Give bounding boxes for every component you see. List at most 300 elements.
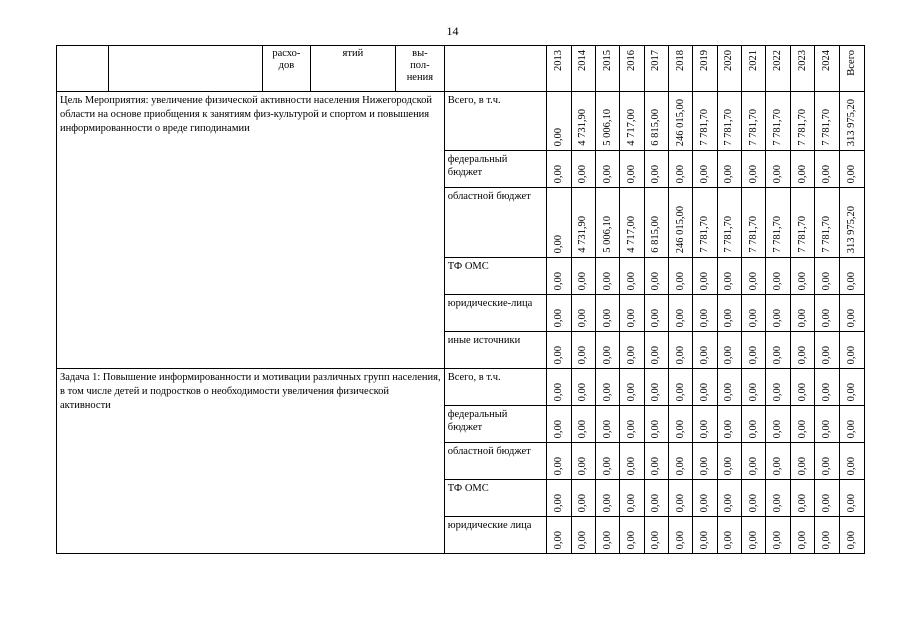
value-text: 0,00 <box>796 493 808 512</box>
value-cell <box>571 258 595 295</box>
value-cell <box>839 480 864 517</box>
value-text: 0,00 <box>747 530 759 549</box>
value-cell <box>742 92 766 151</box>
value-text: 6 815,00 <box>650 109 662 146</box>
value-text: 0,00 <box>796 271 808 290</box>
value-text: 4 731,90 <box>577 216 589 253</box>
value-cell <box>571 480 595 517</box>
value-cell <box>547 92 571 151</box>
value-cell <box>693 92 717 151</box>
value-text: 0,00 <box>601 308 613 327</box>
value-text: 0,00 <box>552 234 564 253</box>
value-cell <box>766 517 790 554</box>
value-cell <box>644 517 668 554</box>
value-cell <box>742 480 766 517</box>
value-text: 0,00 <box>552 127 564 146</box>
value-text: 0,00 <box>845 271 857 290</box>
value-cell <box>839 517 864 554</box>
value-text: 0,00 <box>577 419 589 438</box>
year-header-2024: 2024 <box>815 46 839 92</box>
value-cell <box>669 151 693 188</box>
value-text: 0,00 <box>552 271 564 290</box>
value-text: 0,00 <box>626 419 637 438</box>
funding-source: Всего, в т.ч. <box>444 369 547 406</box>
value-text: 0,00 <box>772 530 784 549</box>
value-text: 7 781,70 <box>699 109 711 146</box>
value-text: 0,00 <box>674 345 686 364</box>
value-text: 0,00 <box>650 345 662 364</box>
value-text: 0,00 <box>747 456 759 475</box>
value-text: 0,00 <box>699 456 711 475</box>
value-text: 0,00 <box>601 419 613 438</box>
value-text: 0,00 <box>796 456 808 475</box>
value-text: 313 975,20 <box>845 98 857 146</box>
value-text: 0,00 <box>820 308 832 327</box>
value-text: 0,00 <box>845 308 857 327</box>
value-text: 0,00 <box>626 271 637 290</box>
value-text: 0,00 <box>601 382 613 401</box>
value-cell <box>815 92 839 151</box>
value-cell <box>644 443 668 480</box>
value-cell <box>742 258 766 295</box>
value-cell <box>815 517 839 554</box>
value-text: 7 781,70 <box>723 109 735 146</box>
value-text: 0,00 <box>650 456 662 475</box>
value-cell <box>717 92 741 151</box>
section-description: Задача 1: Повышение информированности и мотивации различных групп населения, в том числе детей и подростков о необходимости увеличения физической активности <box>57 369 445 554</box>
value-cell <box>620 517 644 554</box>
value-text: 0,00 <box>552 382 564 401</box>
value-cell <box>815 188 839 258</box>
value-cell <box>595 92 619 151</box>
value-cell <box>571 406 595 443</box>
value-cell <box>644 188 668 258</box>
value-cell <box>571 443 595 480</box>
funding-source: федеральный бюджет <box>444 406 547 443</box>
value-cell <box>815 258 839 295</box>
value-text: 0,00 <box>674 271 686 290</box>
value-cell <box>547 443 571 480</box>
value-cell <box>547 369 571 406</box>
value-text: 7 781,70 <box>699 216 711 253</box>
value-text: 5 006,10 <box>601 109 613 146</box>
value-cell <box>693 369 717 406</box>
value-cell <box>742 517 766 554</box>
value-cell <box>839 92 864 151</box>
value-cell <box>766 443 790 480</box>
value-text: 0,00 <box>772 164 784 183</box>
year-header-2013: 2013 <box>547 46 571 92</box>
value-text: 0,00 <box>674 419 686 438</box>
value-cell <box>839 258 864 295</box>
value-text: 0,00 <box>820 493 832 512</box>
value-cell <box>571 295 595 332</box>
value-cell <box>620 188 644 258</box>
value-cell <box>742 406 766 443</box>
value-cell <box>620 369 644 406</box>
value-text: 0,00 <box>772 345 784 364</box>
funding-source: ТФ ОМС <box>444 258 547 295</box>
value-cell <box>693 406 717 443</box>
value-text: 7 781,70 <box>747 109 759 146</box>
value-cell <box>693 295 717 332</box>
value-text: 0,00 <box>820 271 832 290</box>
value-text: 0,00 <box>577 345 589 364</box>
value-cell <box>815 332 839 369</box>
value-text: 0,00 <box>601 456 613 475</box>
value-text: 7 781,70 <box>772 216 784 253</box>
value-text: 0,00 <box>650 419 662 438</box>
value-cell <box>547 295 571 332</box>
value-text: 246 015,00 <box>674 205 686 253</box>
year-header-2022: 2022 <box>766 46 790 92</box>
value-text: 0,00 <box>699 345 711 364</box>
value-text: 0,00 <box>845 345 857 364</box>
value-cell <box>790 332 814 369</box>
header-cell-source <box>444 46 547 92</box>
value-cell <box>547 406 571 443</box>
value-cell <box>839 151 864 188</box>
funding-source: ТФ ОМС <box>444 480 547 517</box>
value-text: 0,00 <box>723 419 735 438</box>
value-text: 0,00 <box>747 345 759 364</box>
value-text: 0,00 <box>552 164 564 183</box>
value-text: 0,00 <box>820 530 832 549</box>
value-cell <box>790 443 814 480</box>
value-text: 0,00 <box>723 164 735 183</box>
value-cell <box>620 258 644 295</box>
value-cell <box>547 332 571 369</box>
value-text: 0,00 <box>820 382 832 401</box>
header-cell-vypolneniya: вы- пол- нения <box>396 46 445 92</box>
value-cell <box>766 480 790 517</box>
value-text: 4 717,00 <box>626 109 637 146</box>
value-text: 0,00 <box>650 271 662 290</box>
value-cell <box>547 188 571 258</box>
value-text: 0,00 <box>699 271 711 290</box>
value-cell <box>766 332 790 369</box>
value-text: 0,00 <box>577 308 589 327</box>
value-text: 0,00 <box>601 530 613 549</box>
value-cell <box>790 369 814 406</box>
value-cell <box>766 369 790 406</box>
value-cell <box>790 517 814 554</box>
value-text: 0,00 <box>552 345 564 364</box>
value-cell <box>839 443 864 480</box>
value-cell <box>669 332 693 369</box>
value-cell <box>644 332 668 369</box>
value-text: 0,00 <box>845 382 857 401</box>
year-header-2018: 2018 <box>669 46 693 92</box>
value-text: 0,00 <box>747 271 759 290</box>
header-row <box>57 46 865 92</box>
value-text: 7 781,70 <box>796 216 808 253</box>
year-header-2023: 2023 <box>790 46 814 92</box>
value-text: 0,00 <box>650 530 662 549</box>
value-text: 4 731,90 <box>577 109 589 146</box>
header-cell-1 <box>57 46 109 92</box>
value-cell <box>547 480 571 517</box>
value-cell <box>595 151 619 188</box>
value-cell <box>717 406 741 443</box>
value-text: 0,00 <box>796 345 808 364</box>
value-text: 0,00 <box>626 530 637 549</box>
value-text: 0,00 <box>820 456 832 475</box>
value-cell <box>644 369 668 406</box>
value-text: 0,00 <box>699 164 711 183</box>
value-cell <box>620 92 644 151</box>
value-text: 0,00 <box>674 456 686 475</box>
value-cell <box>644 295 668 332</box>
value-text: 0,00 <box>723 345 735 364</box>
value-cell <box>547 517 571 554</box>
value-text: 0,00 <box>552 493 564 512</box>
value-cell <box>790 295 814 332</box>
value-cell <box>669 92 693 151</box>
value-cell <box>717 517 741 554</box>
value-cell <box>815 480 839 517</box>
value-cell <box>693 517 717 554</box>
value-text: 0,00 <box>747 493 759 512</box>
funding-source: областной бюджет <box>444 188 547 258</box>
value-text: 7 781,70 <box>772 109 784 146</box>
value-text: 0,00 <box>650 382 662 401</box>
value-cell <box>717 188 741 258</box>
value-cell <box>693 332 717 369</box>
value-text: 0,00 <box>674 530 686 549</box>
value-cell <box>571 151 595 188</box>
value-text: 0,00 <box>796 164 808 183</box>
value-text: 0,00 <box>796 419 808 438</box>
value-text: 0,00 <box>674 164 686 183</box>
value-text: 0,00 <box>747 308 759 327</box>
value-text: 0,00 <box>650 308 662 327</box>
funding-source: юридические лица <box>444 517 547 554</box>
value-text: 0,00 <box>723 456 735 475</box>
value-text: 0,00 <box>845 456 857 475</box>
value-text: 0,00 <box>772 271 784 290</box>
value-cell <box>815 443 839 480</box>
year-header-2014: 2014 <box>571 46 595 92</box>
value-text: 0,00 <box>699 530 711 549</box>
value-cell <box>766 188 790 258</box>
page-number: 14 <box>446 24 459 38</box>
value-cell <box>742 369 766 406</box>
value-cell <box>595 332 619 369</box>
table-row <box>57 92 865 151</box>
value-cell <box>620 406 644 443</box>
value-text: 0,00 <box>845 493 857 512</box>
value-text: 0,00 <box>699 419 711 438</box>
value-text: 0,00 <box>723 271 735 290</box>
value-text: 0,00 <box>650 493 662 512</box>
year-header-2016: 2016 <box>620 46 644 92</box>
year-header-2020: 2020 <box>717 46 741 92</box>
budget-table <box>56 45 865 554</box>
value-text: 0,00 <box>699 308 711 327</box>
value-text: 0,00 <box>747 164 759 183</box>
year-header-2017: 2017 <box>644 46 668 92</box>
year-header-2015: 2015 <box>595 46 619 92</box>
value-text: 0,00 <box>552 456 564 475</box>
value-cell <box>644 406 668 443</box>
funding-source: юридические-лица <box>444 295 547 332</box>
header-cell-yatiy: ятий <box>310 46 395 92</box>
value-text: 0,00 <box>601 271 613 290</box>
year-header-2019: 2019 <box>693 46 717 92</box>
value-text: 7 781,70 <box>723 216 735 253</box>
value-cell <box>839 295 864 332</box>
value-cell <box>571 369 595 406</box>
value-cell <box>742 151 766 188</box>
value-text: 0,00 <box>650 164 662 183</box>
value-text: 0,00 <box>772 456 784 475</box>
value-text: 0,00 <box>577 271 589 290</box>
funding-source: иные источники <box>444 332 547 369</box>
value-cell <box>693 480 717 517</box>
value-cell <box>790 188 814 258</box>
value-cell <box>571 332 595 369</box>
value-cell <box>790 92 814 151</box>
value-cell <box>839 406 864 443</box>
year-header-total: Всего <box>839 46 864 92</box>
value-text: 0,00 <box>845 419 857 438</box>
value-text: 0,00 <box>723 493 735 512</box>
value-cell <box>571 517 595 554</box>
value-cell <box>620 151 644 188</box>
value-text: 5 006,10 <box>601 216 613 253</box>
value-text: 0,00 <box>796 530 808 549</box>
value-text: 0,00 <box>796 308 808 327</box>
value-cell <box>669 480 693 517</box>
header-cell-2 <box>108 46 262 92</box>
value-text: 0,00 <box>626 493 637 512</box>
value-cell <box>839 188 864 258</box>
header-cell-rashodov: расхо- дов <box>263 46 311 92</box>
value-cell <box>644 151 668 188</box>
value-text: 0,00 <box>845 164 857 183</box>
value-cell <box>595 258 619 295</box>
value-text: 0,00 <box>552 530 564 549</box>
value-text: 6 815,00 <box>650 216 662 253</box>
value-cell <box>620 332 644 369</box>
value-cell <box>742 443 766 480</box>
value-cell <box>742 332 766 369</box>
value-cell <box>669 517 693 554</box>
value-cell <box>717 151 741 188</box>
value-cell <box>595 517 619 554</box>
value-cell <box>571 188 595 258</box>
value-cell <box>620 443 644 480</box>
value-text: 0,00 <box>601 493 613 512</box>
value-cell <box>669 188 693 258</box>
value-text: 0,00 <box>699 493 711 512</box>
value-text: 0,00 <box>723 308 735 327</box>
value-text: 7 781,70 <box>796 109 808 146</box>
funding-source: федеральный бюджет <box>444 151 547 188</box>
value-cell <box>766 406 790 443</box>
value-cell <box>644 258 668 295</box>
value-cell <box>717 369 741 406</box>
value-text: 0,00 <box>552 419 564 438</box>
table-row <box>57 369 865 406</box>
value-text: 7 781,70 <box>747 216 759 253</box>
value-cell <box>669 369 693 406</box>
value-text: 7 781,70 <box>820 109 832 146</box>
value-text: 0,00 <box>674 493 686 512</box>
section-description: Цель Мероприятия: увеличение физической активности населения Нижегородской области на основе приобщения к занятиям физ-культурой и спортом и повышения информированности о вреде гиподинамии <box>57 92 445 369</box>
value-text: 0,00 <box>820 419 832 438</box>
funding-source: Всего, в т.ч. <box>444 92 547 151</box>
value-text: 0,00 <box>626 382 637 401</box>
value-cell <box>644 92 668 151</box>
value-text: 0,00 <box>577 530 589 549</box>
value-cell <box>547 151 571 188</box>
value-cell <box>815 406 839 443</box>
value-text: 0,00 <box>772 493 784 512</box>
value-text: 0,00 <box>626 456 637 475</box>
value-text: 0,00 <box>723 382 735 401</box>
value-text: 313 975,20 <box>845 205 857 253</box>
value-text: 0,00 <box>626 308 637 327</box>
value-cell <box>766 92 790 151</box>
value-text: 0,00 <box>772 419 784 438</box>
value-text: 0,00 <box>626 164 637 183</box>
value-cell <box>669 295 693 332</box>
value-cell <box>644 480 668 517</box>
value-cell <box>815 295 839 332</box>
value-cell <box>839 369 864 406</box>
value-text: 0,00 <box>845 530 857 549</box>
value-cell <box>620 295 644 332</box>
value-cell <box>815 369 839 406</box>
value-text: 246 015,00 <box>674 98 686 146</box>
value-cell <box>790 480 814 517</box>
value-text: 0,00 <box>820 345 832 364</box>
value-cell <box>620 480 644 517</box>
value-text: 0,00 <box>747 382 759 401</box>
value-cell <box>839 332 864 369</box>
value-text: 0,00 <box>577 164 589 183</box>
value-cell <box>693 443 717 480</box>
value-cell <box>595 406 619 443</box>
value-cell <box>595 188 619 258</box>
value-cell <box>669 258 693 295</box>
value-cell <box>790 406 814 443</box>
value-cell <box>693 188 717 258</box>
value-text: 0,00 <box>747 419 759 438</box>
value-text: 4 717,00 <box>626 216 637 253</box>
value-text: 0,00 <box>577 456 589 475</box>
value-cell <box>766 295 790 332</box>
value-cell <box>742 188 766 258</box>
value-cell <box>669 406 693 443</box>
value-cell <box>766 151 790 188</box>
value-text: 0,00 <box>577 382 589 401</box>
year-header-2021: 2021 <box>742 46 766 92</box>
value-cell <box>815 151 839 188</box>
value-text: 0,00 <box>674 382 686 401</box>
value-text: 0,00 <box>820 164 832 183</box>
funding-source: областной бюджет <box>444 443 547 480</box>
value-cell <box>571 92 595 151</box>
value-cell <box>595 443 619 480</box>
value-cell <box>790 258 814 295</box>
value-cell <box>547 258 571 295</box>
value-cell <box>717 480 741 517</box>
value-text: 0,00 <box>772 308 784 327</box>
value-cell <box>742 295 766 332</box>
